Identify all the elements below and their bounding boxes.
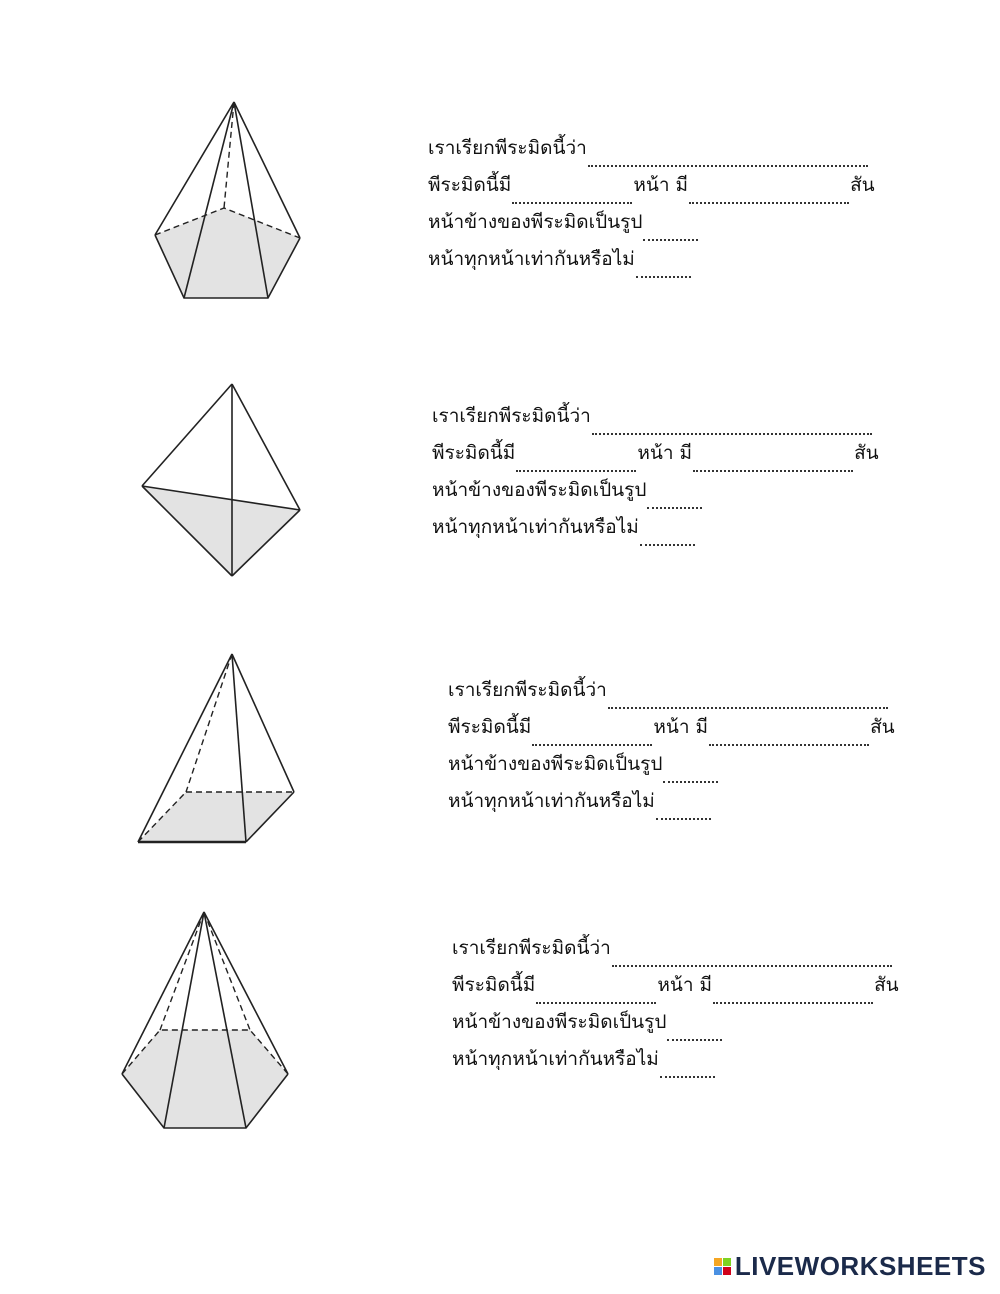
faces-edges-line xyxy=(448,709,895,746)
edges-count-blank[interactable] xyxy=(693,448,853,472)
liveworksheets-logo xyxy=(714,1252,986,1280)
pyramid-name-line xyxy=(448,672,895,709)
pyramid-name-blank[interactable] xyxy=(588,143,868,167)
pyramid-name-blank[interactable] xyxy=(612,943,892,967)
triangular-pyramid-icon xyxy=(0,370,380,610)
side-face-line xyxy=(432,472,879,509)
pyramid-name-line xyxy=(428,130,875,167)
equal-label: หน้าทุกหน้าเท่ากันหรือไม่ xyxy=(432,516,639,538)
equal-faces-blank[interactable] xyxy=(636,254,691,278)
edges-count-blank[interactable] xyxy=(689,180,849,204)
call-label: เราเรียกพีระมิดนี้ว่า xyxy=(452,937,611,959)
side-face-line xyxy=(452,1004,899,1041)
question-block-3 xyxy=(448,672,895,820)
faces-edges-line xyxy=(452,967,899,1004)
faces-label: หน้า มี xyxy=(637,442,693,464)
side-label: หน้าข้างของพีระมิดเป็นรูป xyxy=(432,479,647,501)
hexagonal-pyramid-icon xyxy=(0,898,380,1138)
call-label: เราเรียกพีระมิดนี้ว่า xyxy=(448,679,607,701)
question-block-1 xyxy=(428,130,875,278)
figure-hexagonal-pyramid xyxy=(0,898,380,1138)
faces-label: หน้า มี xyxy=(657,974,713,996)
equal-faces-line xyxy=(452,1041,899,1078)
edges-count-blank[interactable] xyxy=(709,722,869,746)
edges-label: สัน xyxy=(850,174,875,196)
side-label: หน้าข้างของพีระมิดเป็นรูป xyxy=(448,753,663,775)
edges-label: สัน xyxy=(874,974,899,996)
side-face-line xyxy=(428,204,875,241)
edges-label: สัน xyxy=(854,442,879,464)
side-label: หน้าข้างของพีระมิดเป็นรูป xyxy=(428,211,643,233)
equal-label: หน้าทุกหน้าเท่ากันหรือไม่ xyxy=(448,790,655,812)
equal-faces-blank[interactable] xyxy=(656,796,711,820)
faces-count-blank[interactable] xyxy=(512,180,632,204)
brand-grid-icon xyxy=(714,1258,731,1275)
equal-label: หน้าทุกหน้าเท่ากันหรือไม่ xyxy=(452,1048,659,1070)
side-face-blank[interactable] xyxy=(663,759,718,783)
pyramid-name-blank[interactable] xyxy=(592,411,872,435)
side-face-blank[interactable] xyxy=(667,1017,722,1041)
pyramid-name-line xyxy=(452,930,899,967)
figure-pentagonal-pyramid xyxy=(0,90,380,330)
count-label: พีระมิดนี้มี xyxy=(452,974,536,996)
figure-square-pyramid xyxy=(0,640,380,880)
question-block-2 xyxy=(432,398,879,546)
faces-count-blank[interactable] xyxy=(516,448,636,472)
edges-count-blank[interactable] xyxy=(713,980,873,1004)
pyramid-name-blank[interactable] xyxy=(608,685,888,709)
equal-faces-blank[interactable] xyxy=(640,522,695,546)
side-face-blank[interactable] xyxy=(643,217,698,241)
equal-faces-blank[interactable] xyxy=(660,1054,715,1078)
side-face-blank[interactable] xyxy=(647,485,702,509)
pyramid-name-line xyxy=(432,398,879,435)
faces-count-blank[interactable] xyxy=(532,722,652,746)
edges-label: สัน xyxy=(870,716,895,738)
call-label: เราเรียกพีระมิดนี้ว่า xyxy=(428,137,587,159)
equal-faces-line xyxy=(448,783,895,820)
faces-label: หน้า มี xyxy=(633,174,689,196)
equal-faces-line xyxy=(428,241,875,278)
pentagonal-pyramid-icon xyxy=(0,90,380,330)
count-label: พีระมิดนี้มี xyxy=(448,716,532,738)
faces-label: หน้า มี xyxy=(653,716,709,738)
side-label: หน้าข้างของพีระมิดเป็นรูป xyxy=(452,1011,667,1033)
square-pyramid-icon xyxy=(0,640,380,880)
figure-triangular-pyramid xyxy=(0,370,380,610)
brand-name: LIVEWORKSHEETS xyxy=(734,1250,986,1281)
call-label: เราเรียกพีระมิดนี้ว่า xyxy=(432,405,591,427)
faces-edges-line xyxy=(432,435,879,472)
count-label: พีระมิดนี้มี xyxy=(432,442,516,464)
equal-faces-line xyxy=(432,509,879,546)
faces-edges-line xyxy=(428,167,875,204)
equal-label: หน้าทุกหน้าเท่ากันหรือไม่ xyxy=(428,248,635,270)
question-block-4 xyxy=(452,930,899,1078)
side-face-line xyxy=(448,746,895,783)
count-label: พีระมิดนี้มี xyxy=(428,174,512,196)
faces-count-blank[interactable] xyxy=(536,980,656,1004)
